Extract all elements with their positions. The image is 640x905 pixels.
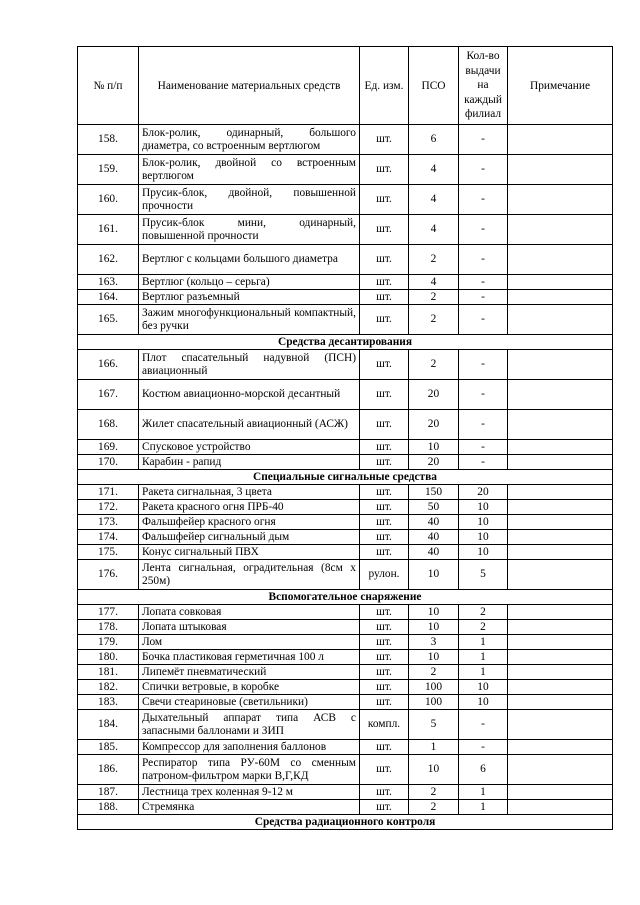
row-number: 176.	[78, 560, 139, 590]
row-number: 184.	[78, 710, 139, 740]
item-name: Дыхательный аппарат типа АСВ с запасными баллонами и ЗИП	[139, 710, 360, 740]
pso-quantity: 1	[409, 740, 459, 755]
item-note	[508, 455, 613, 470]
unit-of-measure: рулон.	[360, 560, 409, 590]
item-name: Лестница трех коленная 9-12 м	[139, 785, 360, 800]
header-note: Примечание	[508, 47, 613, 125]
section-title: Специальные сигнальные средства	[78, 470, 613, 485]
row-number: 185.	[78, 740, 139, 755]
branch-quantity: 5	[459, 560, 508, 590]
item-name: Компрессор для заполнения баллонов	[139, 740, 360, 755]
item-note	[508, 785, 613, 800]
pso-quantity: 10	[409, 650, 459, 665]
row-number: 169.	[78, 440, 139, 455]
table-row	[78, 545, 613, 560]
branch-quantity: 10	[459, 515, 508, 530]
unit-of-measure: шт.	[360, 290, 409, 305]
row-number: 187.	[78, 785, 139, 800]
pso-quantity: 4	[409, 215, 459, 245]
row-number: 180.	[78, 650, 139, 665]
branch-quantity: 10	[459, 695, 508, 710]
branch-quantity: 1	[459, 785, 508, 800]
unit-of-measure: компл.	[360, 710, 409, 740]
branch-quantity: -	[459, 440, 508, 455]
pso-quantity: 10	[409, 560, 459, 590]
unit-of-measure: шт.	[360, 215, 409, 245]
item-name: Свечи стеариновые (светильники)	[139, 695, 360, 710]
table-row	[78, 305, 613, 335]
item-note	[508, 560, 613, 590]
unit-of-measure: шт.	[360, 620, 409, 635]
item-note	[508, 695, 613, 710]
unit-of-measure: шт.	[360, 305, 409, 335]
branch-quantity: -	[459, 155, 508, 185]
branch-quantity: 1	[459, 800, 508, 815]
row-number: 172.	[78, 500, 139, 515]
branch-quantity: 10	[459, 545, 508, 560]
header-quantity: Кол-во выдачи на каждый филиал	[459, 47, 508, 125]
table-row	[78, 530, 613, 545]
section-header-row	[78, 335, 613, 350]
pso-quantity: 100	[409, 695, 459, 710]
section-header-row	[78, 590, 613, 605]
section-title: Средства радиационного контроля	[78, 815, 613, 830]
item-note	[508, 500, 613, 515]
item-note	[508, 185, 613, 215]
item-name: Конус сигнальный ПВХ	[139, 545, 360, 560]
row-number: 158.	[78, 125, 139, 155]
item-name: Прусик-блок, двойной, повышенной прочности	[139, 185, 360, 215]
item-name: Стремянка	[139, 800, 360, 815]
unit-of-measure: шт.	[360, 185, 409, 215]
header-name: Наименование материальных средств	[139, 47, 360, 125]
unit-of-measure: шт.	[360, 515, 409, 530]
pso-quantity: 2	[409, 350, 459, 380]
item-note	[508, 755, 613, 785]
item-name: Липемёт пневматический	[139, 665, 360, 680]
branch-quantity: -	[459, 290, 508, 305]
branch-quantity: 1	[459, 665, 508, 680]
unit-of-measure: шт.	[360, 740, 409, 755]
unit-of-measure: шт.	[360, 350, 409, 380]
branch-quantity: -	[459, 275, 508, 290]
item-note	[508, 635, 613, 650]
table-row	[78, 515, 613, 530]
table-row	[78, 755, 613, 785]
item-name: Фальшфейер сигнальный дым	[139, 530, 360, 545]
header-pso: ПСО	[409, 47, 459, 125]
item-note	[508, 530, 613, 545]
materials-table	[77, 46, 613, 830]
branch-quantity: -	[459, 410, 508, 440]
unit-of-measure: шт.	[360, 485, 409, 500]
table-body	[78, 125, 613, 830]
branch-quantity: -	[459, 125, 508, 155]
pso-quantity: 20	[409, 380, 459, 410]
pso-quantity: 5	[409, 710, 459, 740]
pso-quantity: 10	[409, 755, 459, 785]
pso-quantity: 3	[409, 635, 459, 650]
item-note	[508, 125, 613, 155]
table-row	[78, 215, 613, 245]
unit-of-measure: шт.	[360, 755, 409, 785]
table-row	[78, 245, 613, 275]
pso-quantity: 100	[409, 680, 459, 695]
pso-quantity: 50	[409, 500, 459, 515]
unit-of-measure: шт.	[360, 635, 409, 650]
branch-quantity: 2	[459, 605, 508, 620]
pso-quantity: 2	[409, 245, 459, 275]
table-row	[78, 620, 613, 635]
table-row	[78, 560, 613, 590]
row-number: 170.	[78, 455, 139, 470]
row-number: 168.	[78, 410, 139, 440]
pso-quantity: 40	[409, 530, 459, 545]
section-header-row	[78, 815, 613, 830]
table-row	[78, 650, 613, 665]
branch-quantity: -	[459, 710, 508, 740]
table-row	[78, 485, 613, 500]
unit-of-measure: шт.	[360, 785, 409, 800]
item-name: Вертлюг разъемный	[139, 290, 360, 305]
unit-of-measure: шт.	[360, 455, 409, 470]
item-note	[508, 275, 613, 290]
pso-quantity: 6	[409, 125, 459, 155]
pso-quantity: 10	[409, 605, 459, 620]
item-note	[508, 485, 613, 500]
pso-quantity: 40	[409, 515, 459, 530]
branch-quantity: 2	[459, 620, 508, 635]
item-name: Костюм авиационно-морской десантный	[139, 380, 360, 410]
pso-quantity: 4	[409, 275, 459, 290]
unit-of-measure: шт.	[360, 410, 409, 440]
row-number: 183.	[78, 695, 139, 710]
item-note	[508, 740, 613, 755]
table-row	[78, 410, 613, 440]
item-name: Блок-ролик, двойной со встроенным вертлюгом	[139, 155, 360, 185]
row-number: 173.	[78, 515, 139, 530]
unit-of-measure: шт.	[360, 695, 409, 710]
item-note	[508, 305, 613, 335]
table-row	[78, 695, 613, 710]
row-number: 188.	[78, 800, 139, 815]
item-name: Ракета сигнальная, 3 цвета	[139, 485, 360, 500]
item-name: Жилет спасательный авиационный (АСЖ)	[139, 410, 360, 440]
table-row	[78, 440, 613, 455]
table-row	[78, 680, 613, 695]
item-note	[508, 545, 613, 560]
pso-quantity: 2	[409, 290, 459, 305]
pso-quantity: 10	[409, 440, 459, 455]
row-number: 178.	[78, 620, 139, 635]
table-row	[78, 185, 613, 215]
item-note	[508, 710, 613, 740]
branch-quantity: -	[459, 215, 508, 245]
unit-of-measure: шт.	[360, 530, 409, 545]
header-unit: Ед. изм.	[360, 47, 409, 125]
item-name: Зажим многофункциональный компактный, без ручки	[139, 305, 360, 335]
item-note	[508, 215, 613, 245]
unit-of-measure: шт.	[360, 155, 409, 185]
table-row	[78, 275, 613, 290]
item-name: Прусик-блок мини, одинарный, повышенной прочности	[139, 215, 360, 245]
table-row	[78, 155, 613, 185]
branch-quantity: -	[459, 380, 508, 410]
row-number: 167.	[78, 380, 139, 410]
row-number: 163.	[78, 275, 139, 290]
item-note	[508, 650, 613, 665]
table-row	[78, 635, 613, 650]
unit-of-measure: шт.	[360, 275, 409, 290]
item-note	[508, 605, 613, 620]
unit-of-measure: шт.	[360, 380, 409, 410]
item-name: Фальшфейер красного огня	[139, 515, 360, 530]
item-name: Ракета красного огня ПРБ-40	[139, 500, 360, 515]
table-row	[78, 290, 613, 305]
item-note	[508, 680, 613, 695]
branch-quantity: 1	[459, 635, 508, 650]
header-number: № п/п	[78, 47, 139, 125]
item-note	[508, 800, 613, 815]
branch-quantity: 10	[459, 530, 508, 545]
row-number: 179.	[78, 635, 139, 650]
table-row	[78, 785, 613, 800]
row-number: 165.	[78, 305, 139, 335]
pso-quantity: 2	[409, 785, 459, 800]
unit-of-measure: шт.	[360, 545, 409, 560]
unit-of-measure: шт.	[360, 440, 409, 455]
branch-quantity: 20	[459, 485, 508, 500]
branch-quantity: -	[459, 305, 508, 335]
row-number: 186.	[78, 755, 139, 785]
item-note	[508, 515, 613, 530]
item-name: Лопата совковая	[139, 605, 360, 620]
pso-quantity: 2	[409, 305, 459, 335]
item-name: Респиратор типа РУ-60М со сменным патроном-фильтром марки В,Г,КД	[139, 755, 360, 785]
item-name: Блок-ролик, одинарный, большого диаметра, со встроенным вертлюгом	[139, 125, 360, 155]
branch-quantity: -	[459, 350, 508, 380]
branch-quantity: 1	[459, 650, 508, 665]
unit-of-measure: шт.	[360, 800, 409, 815]
item-name: Вертлюг (кольцо – серьга)	[139, 275, 360, 290]
item-name: Бочка пластиковая герметичная 100 л	[139, 650, 360, 665]
row-number: 182.	[78, 680, 139, 695]
pso-quantity: 2	[409, 800, 459, 815]
row-number: 162.	[78, 245, 139, 275]
table-row	[78, 800, 613, 815]
branch-quantity: -	[459, 740, 508, 755]
row-number: 171.	[78, 485, 139, 500]
item-name: Вертлюг с кольцами большого диаметра	[139, 245, 360, 275]
item-name: Плот спасательный надувной (ПСН) авиационный	[139, 350, 360, 380]
item-note	[508, 620, 613, 635]
item-name: Лом	[139, 635, 360, 650]
row-number: 181.	[78, 665, 139, 680]
row-number: 175.	[78, 545, 139, 560]
pso-quantity: 20	[409, 410, 459, 440]
row-number: 166.	[78, 350, 139, 380]
item-note	[508, 665, 613, 680]
unit-of-measure: шт.	[360, 605, 409, 620]
pso-quantity: 10	[409, 620, 459, 635]
item-note	[508, 410, 613, 440]
branch-quantity: 10	[459, 680, 508, 695]
row-number: 161.	[78, 215, 139, 245]
item-note	[508, 290, 613, 305]
item-note	[508, 440, 613, 455]
table-row	[78, 380, 613, 410]
item-name: Лента сигнальная, оградительная (8см х 250м)	[139, 560, 360, 590]
pso-quantity: 4	[409, 155, 459, 185]
branch-quantity: 6	[459, 755, 508, 785]
item-name: Карабин - рапид	[139, 455, 360, 470]
item-name: Спички ветровые, в коробке	[139, 680, 360, 695]
unit-of-measure: шт.	[360, 665, 409, 680]
item-note	[508, 155, 613, 185]
item-note	[508, 350, 613, 380]
unit-of-measure: шт.	[360, 650, 409, 665]
table-row	[78, 665, 613, 680]
unit-of-measure: шт.	[360, 680, 409, 695]
item-name: Лопата штыковая	[139, 620, 360, 635]
row-number: 174.	[78, 530, 139, 545]
branch-quantity: -	[459, 185, 508, 215]
unit-of-measure: шт.	[360, 500, 409, 515]
pso-quantity: 40	[409, 545, 459, 560]
table-header-row	[78, 47, 613, 125]
table-row	[78, 455, 613, 470]
section-header-row	[78, 470, 613, 485]
unit-of-measure: шт.	[360, 125, 409, 155]
pso-quantity: 20	[409, 455, 459, 470]
item-note	[508, 380, 613, 410]
branch-quantity: 10	[459, 500, 508, 515]
row-number: 159.	[78, 155, 139, 185]
branch-quantity: -	[459, 245, 508, 275]
table-row	[78, 710, 613, 740]
item-note	[508, 245, 613, 275]
pso-quantity: 4	[409, 185, 459, 215]
table-row	[78, 350, 613, 380]
item-name: Спусковое устройство	[139, 440, 360, 455]
row-number: 177.	[78, 605, 139, 620]
pso-quantity: 150	[409, 485, 459, 500]
table-row	[78, 740, 613, 755]
table-row	[78, 500, 613, 515]
section-title: Вспомогательное снаряжение	[78, 590, 613, 605]
table-row	[78, 605, 613, 620]
row-number: 164.	[78, 290, 139, 305]
pso-quantity: 2	[409, 665, 459, 680]
table-row	[78, 125, 613, 155]
branch-quantity: -	[459, 455, 508, 470]
row-number: 160.	[78, 185, 139, 215]
section-title: Средства десантирования	[78, 335, 613, 350]
unit-of-measure: шт.	[360, 245, 409, 275]
